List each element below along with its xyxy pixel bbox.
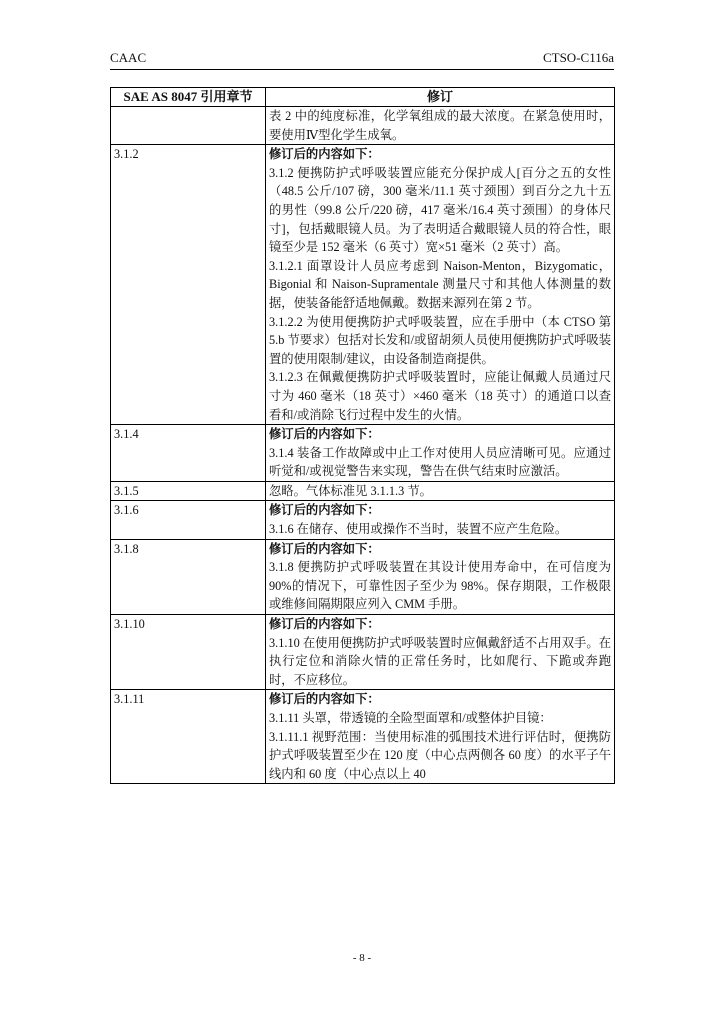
section-cell: 3.1.10 xyxy=(111,615,266,690)
table-row xyxy=(111,501,615,539)
revision-paragraph: 3.1.2.2 为使用便携防护式呼吸装置，应在手册中（本 CTSO 第 5.b 节要求）包括对长发和/或留胡须人员使用便携防护式呼吸装置的使用限制/建议，由设备制造商提供。 xyxy=(269,314,611,366)
header-doc-number: CTSO-C116a xyxy=(542,50,614,65)
revision-title: 修订后的内容如下： xyxy=(269,147,380,162)
section-cell: 3.1.8 xyxy=(111,539,266,614)
table-row xyxy=(111,145,615,425)
revision-title: 修订后的内容如下： xyxy=(269,427,380,442)
revision-table xyxy=(110,87,615,784)
revision-cell xyxy=(266,501,615,539)
page-number: - 8 - xyxy=(352,952,372,964)
revision-paragraph: 3.1.10 在使用便携防护式呼吸装置时应佩戴舒适不占用双手。在执行定位和消除火情的正常任务时，比如爬行、下跪或奔跑时，不应移位。 xyxy=(269,635,611,687)
revision-paragraph: 表 2 中的纯度标准，化学氧组成的最大浓度。在紧急使用时，要使用Ⅳ型化学生成氧。 xyxy=(269,109,611,142)
section-cell: 3.1.11 xyxy=(111,690,266,784)
section-cell: 3.1.6 xyxy=(111,501,266,539)
revision-title: 修订后的内容如下： xyxy=(269,503,380,518)
col-header-revision: 修订 xyxy=(266,88,615,107)
revision-paragraph: 3.1.11 头罩，带透镜的全险型面罩和/或整体护目镜： xyxy=(269,711,552,725)
table-row xyxy=(111,690,615,784)
table-row xyxy=(111,425,615,482)
section-cell xyxy=(111,107,266,145)
revision-cell xyxy=(266,145,615,425)
table-row xyxy=(111,539,615,614)
revision-cell xyxy=(266,690,615,784)
revision-paragraph: 3.1.6 在储存、使用或操作不当时，装置不应产生危险。 xyxy=(269,522,568,537)
revision-paragraph: 3.1.2.3 在佩戴便携防护式呼吸装置时，应能让佩戴人员通过尺寸为 460 毫米（18 英寸）×460 毫米（18 英寸）的通道口以查看和/或消除飞行过程中发生的火情。 xyxy=(269,370,611,422)
header-rule xyxy=(110,69,614,70)
section-cell: 3.1.4 xyxy=(111,425,266,482)
revision-cell xyxy=(266,481,615,501)
section-cell: 3.1.5 xyxy=(111,481,266,501)
col-header-section: SAE AS 8047 引用章节 xyxy=(111,88,266,107)
table-row xyxy=(111,615,615,690)
revision-cell xyxy=(266,615,615,690)
revision-title: 修订后的内容如下： xyxy=(269,541,380,556)
revision-paragraph: 3.1.8 便携防护式呼吸装置在其设计使用寿命中，在可信度为 90%的情况下，可靠性因子至少为 98%。保存期限，工作极限或维修间隔期限应列入 CMM 手册。 xyxy=(269,560,611,612)
revision-paragraph: 3.1.2.1 面罩设计人员应考虑到 Naison-Menton，Bizygomatic，Bigonial 和 Naison-Supramentale 测量尺寸和其他人体测量的数据，使装备能舒适地佩戴。数据来源列在第 2 节。 xyxy=(269,258,611,310)
revision-paragraph: 3.1.2 便携防护式呼吸装置应能充分保护成人[百分之五的女性（48.5 公斤/107 磅，300 毫米/11.1 英寸颈围）到百分之九十五的男性（99.8 公斤/220 磅，417 毫米/16.4 英寸颈围）的身体尺寸]，包括戴眼镜人员。为了表明适合戴眼镜人员的符合性，眼镜至少是 152 毫米（6 英寸）宽×51 毫米（2 英寸）高。 xyxy=(269,165,611,255)
revision-title: 修订后的内容如下： xyxy=(269,692,380,707)
header-org: CAAC xyxy=(110,50,147,65)
revision-paragraph: 3.1.11.1 视野范围：当使用标准的弧围技术进行评估时，便携防护式呼吸装置至少在 120 度（中心点两侧各 60 度）的水平子午线内和 60 度（中心点以上 40 xyxy=(269,729,611,781)
revision-cell xyxy=(266,425,615,482)
table-row xyxy=(111,107,615,145)
revision-title: 修订后的内容如下： xyxy=(269,617,380,632)
revision-paragraph: 3.1.4 装备工作故障或中止工作对使用人员应清晰可见。应通过听觉和/或视觉警告来实现，警告在供气结束时应激活。 xyxy=(269,445,611,479)
revision-cell xyxy=(266,107,615,145)
revision-paragraph: 忽略。气体标准见 3.1.1.3 节。 xyxy=(269,483,432,498)
table-header-row xyxy=(111,88,615,107)
revision-cell xyxy=(266,539,615,614)
section-cell: 3.1.2 xyxy=(111,145,266,425)
table-row xyxy=(111,481,615,501)
